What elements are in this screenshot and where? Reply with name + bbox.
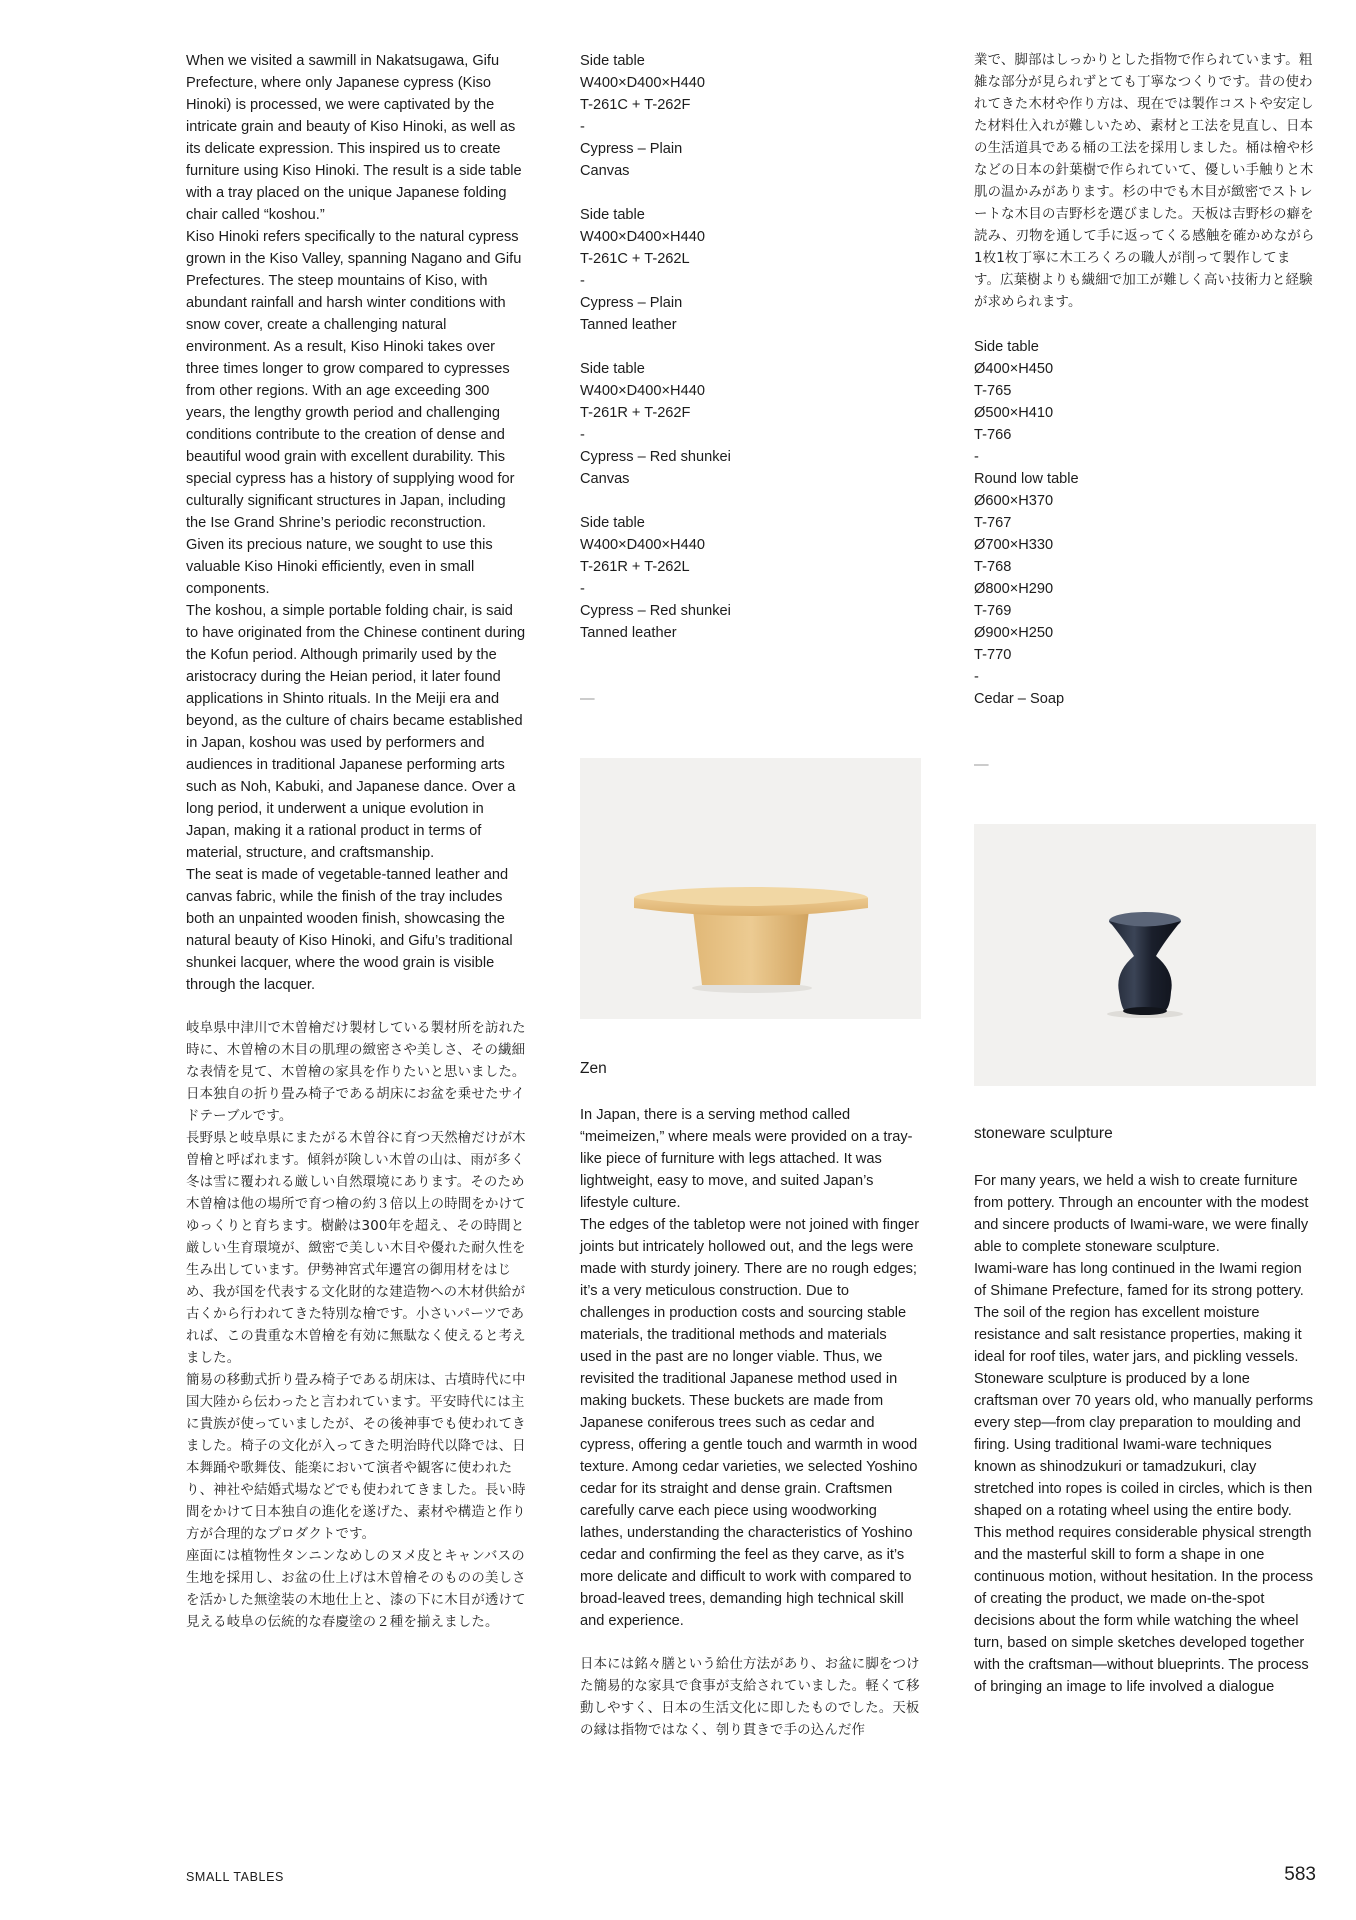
spec-line: - [580, 119, 585, 135]
zen-paragraph: In Japan, there is a serving method called “meimeizen,” where meals were provided on a tray-like piece of furniture with legs attached. It was lightweight, easy to move, and suited Japan’s lifestyle culture. [580, 1107, 913, 1211]
section-dash: — [580, 691, 595, 707]
column-1 [186, 50, 528, 1634]
jp-paragraph: 簡易の移動式折り畳み椅子である胡床は、古墳時代に中国大陸から伝わったと言われています。平安時代には主に貴族が使っていましたが、その後神事でも使われてきました。椅子の文化が入ってきた明治時代以降では、日本舞踊や歌舞伎、能楽において演者や観客に使われたり、神社や結婚式場などでも使われてきました。長い時間をかけて日本独自の進化を遂げた、素材や構造と作り方が合理的なプロダクトです。 [186, 1373, 526, 1542]
section-footer: SMALL TABLES [186, 1870, 284, 1884]
spec-line: - [580, 581, 585, 597]
stoneware-stool-illustration [974, 824, 1316, 1086]
spec-line: Tanned leather [580, 317, 677, 333]
spec-line: T-769 [974, 603, 1012, 619]
spec-line: T-261C + T-262F [580, 97, 691, 113]
stoneware-paragraph: Stoneware sculpture is produced by a lone craftsman over 70 years old, who manually performs every step—from clay preparation to moulding and firing. Using traditional Iwami-ware techniques known as shinodzukuri or tamadzukuri, clay stretched into ropes is coiled in circles, which is then shaped on a rotating wheel using the entire body. This method requires considerable physical strength and the masterful skill to form a shape in one continuous motion, without hesitation. In the process of creating the product, we made on-the-spot decisions about the form while watching the wheel turn, based on simple sketches developed together with the craftsman—without blueprints. The process of bringing an image to life involved a dialogue [974, 1371, 1314, 1695]
column-2 [580, 50, 920, 710]
spec-line: Side table [580, 361, 645, 377]
stool-body [1109, 921, 1181, 1010]
spec-block [974, 336, 1316, 710]
japanese-text-block [186, 1018, 528, 1634]
spec-line: Round low table [974, 471, 1079, 487]
jp-paragraph: 長野県と岐阜県にまたがる木曽谷に育つ天然檜だけが木曽檜と呼ばれます。傾斜が険しい木曽の山は、雨が多く冬は雪に覆われる厳しい自然環境にあります。そのため木曽檜は他の場所で育つ檜の約３倍以上の時間をかけてゆっくりと育ちます。樹齢は300年を超え、その時間と厳しい生育環境が、緻密で美しい木目や優れた耐久性を生み出しています。伊勢神宮式年遷宮の御用材をはじめ、我が国を代表する文化財的な建造物への木材供給が古くから行われてきた特別な檜です。小さいパーツであれば、この貴重な木曽檜を有効に無駄なく使えると考えました。 [186, 1131, 526, 1366]
spec-line: Ø600×H370 [974, 493, 1054, 509]
seat-finish-paragraph: The seat is made of vegetable-tanned leather and canvas fabric, while the finish of the tray includes both an unpainted wooden finish, showcasing the natural beauty of Kiso Hinoki, and Gifu’s traditional shunkei lacquer, where the wood grain is visible through the lacquer. [186, 867, 513, 993]
zen-description [580, 1104, 920, 1742]
spec-line: - [974, 449, 979, 465]
spec-line: Cypress – Red shunkei [580, 603, 731, 619]
spec-block [580, 50, 920, 182]
spec-line: T-768 [974, 559, 1012, 575]
spec-line: Cypress – Plain [580, 141, 683, 157]
spec-line: W400×D400×H440 [580, 383, 705, 399]
spec-line: Canvas [580, 163, 630, 179]
zen-jp-paragraph: 日本には銘々膳という給仕方法があり、お盆に脚をつけた簡易的な家具で食事が支給されていました。軽くて移動しやすく、日本の生活文化に即したものでした。天板の縁は指物ではなく、刳り貫きで手の込んだ作 [580, 1657, 920, 1738]
jp-paragraph: 岐阜県中津川で木曽檜だけ製材している製材所を訪れた時に、木曽檜の木目の肌理の緻密さや美しさ、その繊細な表情を見て、木曽檜の家具を作りたいと思いました。日本独自の折り畳み椅子である胡床にお盆を乗せたサイドテーブルです。 [186, 1021, 526, 1124]
spec-line: Cypress – Plain [580, 295, 683, 311]
spec-block [580, 204, 920, 336]
section-dash: — [974, 757, 989, 773]
stoneware-paragraph: Iwami-ware has long continued in the Iwami region of Shimane Prefecture, famed for its strong pottery. The soil of the region has excellent moisture resistance and salt resistance properties, making it ideal for roof tiles, water jars, and pickling vessels. [974, 1261, 1304, 1365]
spec-line: Ø500×H410 [974, 405, 1054, 421]
koshou-history-paragraph: The koshou, a simple portable folding chair, is said to have originated from the Chinese continent during the Kofun period. Although primarily used by the aristocracy during the Heian period, it later found applications in Shinto rituals. In the Meiji era and beyond, as the culture of chairs became established in Japan, koshou was used by performers and audiences in traditional Japanese performing arts such as Noh, Kabuki, and Japanese dance. Over a long period, it underwent a unique evolution in Japan, making it a rational product in terms of material, structure, and craftsmanship. [186, 603, 526, 861]
spec-line: T-261R + T-262F [580, 405, 691, 421]
spec-line: Cypress – Red shunkei [580, 449, 731, 465]
column-3 [974, 50, 1316, 776]
jp-paragraph: 座面には植物性タンニンなめしのヌメ皮とキャンバスの生地を採用し、お盆の仕上げは木曽檜そのものの美しさを活かした無塗装の木地仕上と、漆の下に木目が透けて見える岐阜の伝統的な春慶塗の２種を揃えました。 [186, 1549, 526, 1630]
spec-block [580, 358, 920, 490]
spec-line: Ø400×H450 [974, 361, 1054, 377]
spec-line: Side table [580, 53, 645, 69]
spec-line: T-766 [974, 427, 1012, 443]
spec-line: Cedar – Soap [974, 691, 1065, 707]
spec-line: - [580, 427, 585, 443]
spec-line: Ø800×H290 [974, 581, 1054, 597]
kiso-hinoki-paragraph: Kiso Hinoki refers specifically to the natural cypress grown in the Kiso Valley, spanning Nagano and Gifu Prefectures. The steep mountains of Kiso, with abundant rainfall and harsh winter conditions with snow cover, create a challenging natural environment. As a result, Kiso Hinoki takes over three times longer to grow compared to cypresses from other regions. With an age exceeding 300 years, the lengthy growth period and challenging conditions contribute to the creation of dense and beautiful wood grain with excellent durability. This special cypress has a history of supplying wood for culturally significant structures in Japan, including the Ise Grand Shrine’s periodic reconstruction. Given its precious nature, we sought to use this valuable Kiso Hinoki efficiently, even in small components. [186, 229, 522, 597]
spec-line: Tanned leather [580, 625, 677, 641]
spec-line: T-767 [974, 515, 1012, 531]
spec-line: T-261C + T-262L [580, 251, 690, 267]
zen-caption: Zen [580, 1060, 607, 1077]
spec-line: Side table [974, 339, 1039, 355]
spec-line: W400×D400×H440 [580, 537, 705, 553]
spec-line: Ø900×H250 [974, 625, 1054, 641]
spec-line: T-770 [974, 647, 1012, 663]
stoneware-description [974, 1170, 1316, 1698]
spec-line: Ø700×H330 [974, 537, 1054, 553]
spec-line: - [974, 669, 979, 685]
spec-line: - [580, 273, 585, 289]
spec-line: Canvas [580, 471, 630, 487]
stoneware-paragraph: For many years, we held a wish to create furniture from pottery. Through an encounter with the modest and sincere products of Iwami-ware, we were finally able to complete stoneware sculpture. [974, 1173, 1309, 1255]
page-number: 583 [1284, 1864, 1316, 1885]
spec-line: Side table [580, 207, 645, 223]
spec-line: T-765 [974, 383, 1012, 399]
spec-line: T-261R + T-262L [580, 559, 690, 575]
spec-line: Side table [580, 515, 645, 531]
spec-line: W400×D400×H440 [580, 75, 705, 91]
spec-block [580, 512, 920, 644]
koshou-intro-paragraph: When we visited a sawmill in Nakatsugawa, Gifu Prefecture, where only Japanese cypress (Kiso Hinoki) is processed, we were captivated by the intricate grain and beauty of Kiso Hinoki, as well as its delicate expression. This inspired us to create furniture using Kiso Hinoki. The result is a side table with a tray placed on the unique Japanese folding chair called “koshou.” [186, 53, 522, 223]
stoneware-caption: stoneware sculpture [974, 1125, 1113, 1142]
zen-table-photo [580, 758, 921, 1019]
stoneware-sculpture-photo [974, 824, 1316, 1086]
zen-paragraph: The edges of the tabletop were not joined with finger joints but intricately hollowed out, and the legs were made with sturdy joinery. There are no rough edges; it’s a very meticulous construction. Due to challenges in production costs and sourcing stable materials, the traditional methods and materials used in the past are no longer viable. Thus, we revisited the traditional Japanese method used in making buckets. These buckets are made from Japanese coniferous trees such as cedar and cypress, offering a gentle touch and warmth in wood texture. Among cedar varieties, we selected Yoshino cedar for its straight and dense grain. Craftsmen carefully carve each piece using woodworking lathes, understanding the characteristics of Yoshino cedar and confirming the feel as they carve, as it’s more delicate and difficult to work with compared to broad-leaved trees, demanding high technical skill and experience. [580, 1217, 920, 1629]
spec-line: W400×D400×H440 [580, 229, 705, 245]
jp-continuation-paragraph: 業で、脚部はしっかりとした指物で作られています。粗雑な部分が見られずとても丁寧なつくりです。昔の使われてきた木材や作り方は、現在では製作コストや安定した材料仕入れが難しいため、素材と工法を見直し、日本の生活道具である桶の工法を採用しました。桶は檜や杉などの日本の針葉樹で作られていて、優しい手触りと木肌の温かみがあります。杉の中でも木目が緻密でストレートな木目の吉野杉を選びました。天板は吉野杉の癖を読み、刃物を通して手に返ってくる感触を確かめながら1枚1枚丁寧に木工ろくろの職人が削って製作してます。広葉樹よりも繊細で加工が難しく高い技術力と経験が求められます。 [974, 53, 1315, 310]
round-table-illustration [580, 758, 921, 1019]
table-base [693, 910, 809, 985]
